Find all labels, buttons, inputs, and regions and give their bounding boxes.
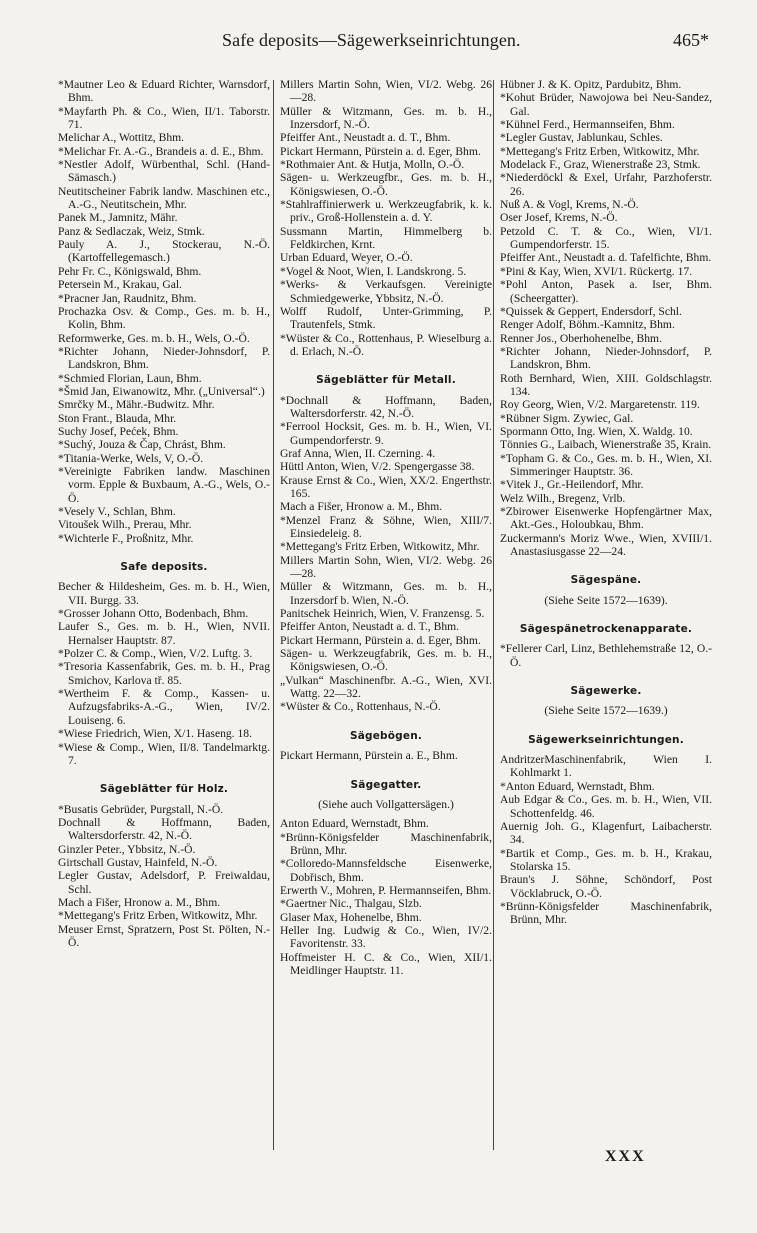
directory-entry: *Werks- & Verkaufsgen. Vereinigte Schmiedgewerke, Ybbsitz, N.-Ö. <box>280 278 492 305</box>
directory-entry: Smrčky M., Mähr.-Budwitz. Mhr. <box>58 398 215 412</box>
directory-entry: Zuckermann's Moriz Wwe., Wien, XVIII/1. Anastasiusgasse 22—24. <box>500 531 712 559</box>
directory-entry: Oser Josef, Krems, N.-Ö. <box>500 211 618 225</box>
page-title: Safe deposits—Sägewerkseinrichtungen. <box>222 30 521 50</box>
directory-entry: Neutitscheiner Fabrik landw. Maschinen etc., A.-G., Neutitschein, Mhr. <box>58 184 270 212</box>
directory-entry: Erwerth V., Mohren, P. Hermannseifen, Bhm. <box>280 883 492 897</box>
directory-entry: Melichar A., Wottitz, Bhm. <box>58 131 185 145</box>
directory-entry: *Vogel & Noot, Wien, I. Landskrong. 5. <box>280 264 467 278</box>
section-note: (Siehe auch Vollgattersägen.) <box>318 797 454 811</box>
directory-entry: *Kühnel Ferd., Hermannseifen, Bhm. <box>500 118 675 132</box>
section-note: (Siehe Seite 1572—1639). <box>544 593 668 607</box>
directory-entry: Mach a Fišer, Hronow a. M., Bhm. <box>58 895 221 909</box>
directory-entry: *Topham G. & Co., Ges. m. b. H., Wien, XI. Simmeringer Hauptstr. 36. <box>500 451 712 478</box>
directory-entry: *Wertheim F. & Comp., Kassen- u. Aufzugsfabriks-A.-G., Wien, IV/2. Louiseng. 6. <box>58 687 270 727</box>
directory-entry: Heller Ing. Ludwig & Co., Wien, IV/2. Favoritenstr. 33. <box>280 923 492 951</box>
directory-entry: *Ferrool Hocksit, Ges. m. b. H., Wien, VI. Gumpendorferstr. 9. <box>280 420 492 447</box>
column-2 <box>280 78 492 977</box>
directory-entry: Pehr Fr. C., Königswald, Bhm. <box>58 264 202 278</box>
directory-entry: Anton Eduard, Wernstadt, Bhm. <box>280 817 429 831</box>
directory-entry: *Grosser Johann Otto, Bodenbach, Bhm. <box>58 607 249 621</box>
directory-entry: *Mayfarth Ph. & Co., Wien, II/1. Taborstr. 71. <box>58 104 270 132</box>
directory-entry: Mach a Fišer, Hronow a. M., Bhm. <box>280 500 443 514</box>
directory-entry: Pickart Hermann, Pürstein a. d. Eger, Bhm. <box>280 633 481 647</box>
section-heading: Sägeblätter für Metall. <box>316 374 456 387</box>
directory-entry: Roth Bernhard, Wien, XIII. Goldschlagstr. 134. <box>500 371 712 398</box>
directory-entry: Girtschall Gustav, Hainfeld, N.-Ö. <box>58 855 218 869</box>
directory-entry: Aub Edgar & Co., Ges. m. b. H., Wien, VII. Schottenfeldg. 46. <box>500 793 712 820</box>
directory-entry: *Colloredo-Mannsfeldsche Eisenwerke, Dobřisch, Bhm. <box>280 857 492 884</box>
directory-entry: *Quissek & Geppert, Endersdorf, Schl. <box>500 304 682 318</box>
directory-entry: Modelack F., Graz, Wienerstraße 23, Stmk. <box>500 158 701 172</box>
directory-entry: *Wüster & Co., Rottenhaus, P. Wieselburg a. d. Erlach, N.-Ö. <box>280 331 492 358</box>
directory-entry: Renner Jos., Oberhohenelbe, Bhm. <box>500 331 662 345</box>
column-divider <box>273 80 274 1150</box>
directory-entry: Millers Martin Sohn, Wien, VI/2. Webg. 26—28. <box>280 78 492 105</box>
directory-entry: Reformwerke, Ges. m. b. H., Wels, O.-Ö. <box>58 331 250 345</box>
directory-entry: Pfeiffer Ant., Neustadt a. d. T., Bhm. <box>280 131 451 145</box>
directory-entry: Ginzler Peter., Ybbsitz, N.-Ö. <box>58 842 196 856</box>
directory-entry: *Fellerer Carl, Linz, Bethlehemstraße 12, O.-Ö. <box>500 642 712 669</box>
directory-entry: *Melichar Fr. A.-G., Brandeis a. d. E., Bhm. <box>58 144 264 158</box>
directory-entry: *Pohl Anton, Pasek a. Iser, Bhm. (Scheergatter). <box>500 278 712 305</box>
directory-entry: Müller & Witzmann, Ges. m. b. H., Inzersdorf b. Wien, N.-Ö. <box>280 580 492 607</box>
directory-entry: Wolff Rudolf, Unter-Grimming, P. Trautenfels, Stmk. <box>280 304 492 332</box>
directory-entry: *Rübner Sigm. Zywiec, Gal. <box>500 411 634 425</box>
directory-entry: *Vereinigte Fabriken landw. Maschinen vorm. Epple & Buxbaum, A.-G., Wels, O.-Ö. <box>58 464 270 505</box>
directory-entry: *Šmid Jan, Eiwanowitz, Mhr. („Universal“.) <box>58 384 265 398</box>
section-heading: Sägespänetrockenapparate. <box>519 623 693 636</box>
directory-entry: *Gaertner Nic., Thalgau, Slzb. <box>280 897 422 911</box>
directory-entry: Graf Anna, Wien, II. Czerning. 4. <box>280 446 436 460</box>
directory-entry: *Pini & Kay, Wien, XVI/1. Rückertg. 17. <box>500 264 693 278</box>
directory-entry: *Vesely V., Schlan, Bhm. <box>58 505 176 518</box>
directory-entry: *Brünn-Königsfelder Maschinenfabrik, Brünn, Mhr. <box>500 899 712 927</box>
directory-entry: *Nestler Adolf, Würbenthal, Schl. (Hand-Sämasch.) <box>58 158 270 185</box>
directory-entry: *Wiese Friedrich, Wien, X/1. Haseng. 18. <box>58 727 252 741</box>
directory-entry: *Niederdöckl & Exel, Urfahr, Parzhoferstr. 26. <box>500 171 712 198</box>
directory-entry: Meuser Ernst, Spratzern, Post St. Pölten, N.-Ö. <box>58 922 270 949</box>
column-1 <box>58 78 270 949</box>
section-heading: Sägewerkseinrichtungen. <box>528 733 684 746</box>
directory-entry: *Mettegang's Fritz Erben, Witkowitz, Mhr. <box>280 540 480 554</box>
section-heading: Sägeblätter für Holz. <box>99 783 229 796</box>
directory-entry: Braun's J. Söhne, Schöndorf, Post Vöcklabruck, O.-Ö. <box>500 873 712 900</box>
directory-entry: *Richter Johann, Nieder-Johnsdorf, P. Landskron, Bhm. <box>58 344 270 372</box>
directory-entry: Müller & Witzmann, Ges. m. b. H., Inzersdorf, N.-Ö. <box>280 104 492 132</box>
directory-entry: Legler Gustav, Adelsdorf, P. Freiwaldau, Schl. <box>58 869 270 896</box>
directory-entry: Krause Ernst & Co., Wien, XX/2. Engerthstr. 165. <box>280 473 492 500</box>
directory-entry: *Wiese & Comp., Wien, II/8. Tandelmarktg. 7. <box>58 740 270 767</box>
directory-entry: Pfeiffer Anton, Neustadt a. d. T., Bhm. <box>280 620 460 634</box>
directory-entry: *Polzer C. & Comp., Wien, V/2. Luftg. 3. <box>58 647 253 661</box>
section-heading: Sägespäne. <box>570 574 642 587</box>
section-heading: Sägewerke. <box>570 685 642 698</box>
directory-entry: Sägen- u. Werkzeugfbr., Ges. m. b. H., Königswiesen, O.-Ö. <box>280 171 492 198</box>
directory-entry: Dochnall & Hoffmann, Baden, Waltersdorferstr. 42, N.-Ö. <box>58 815 270 843</box>
directory-entry: Millers Martin Sohn, Wien, VI/2. Webg. 26—28. <box>280 553 492 581</box>
directory-entry: Hoffmeister H. C. & Co., Wien, XII/1. Meidlinger Hauptstr. 11. <box>280 950 492 977</box>
directory-entry: Ston Frant., Blauda, Mhr. <box>58 411 177 425</box>
directory-entry: Vitoušek Wilh., Prerau, Mhr. <box>58 518 192 532</box>
directory-entry: *Richter Johann, Nieder-Johnsdorf, P. Landskron, Bhm. <box>500 344 712 372</box>
page-number: 465* <box>673 30 709 50</box>
directory-entry: Laufer S., Ges. m. b. H., Wien, NVII. Hernalser Hauptstr. 87. <box>58 620 270 647</box>
section-heading: Safe deposits. <box>120 561 208 574</box>
directory-entry: *Legler Gustav, Jablunkau, Schles. <box>500 131 663 145</box>
directory-entry: Roy Georg, Wien, V/2. Margaretenstr. 119. <box>500 398 700 412</box>
directory-entry: Welz Wilh., Bregenz, Vrlb. <box>500 491 626 505</box>
page-header <box>0 30 757 54</box>
directory-entry: Panz & Sedlaczak, Weiz, Stmk. <box>58 224 205 238</box>
directory-entry: *Vitek J., Gr.-Heilendorf, Mhr. <box>500 478 644 492</box>
directory-entry: Hüttl Anton, Wien, V/2. Spengergasse 38. <box>280 460 475 474</box>
directory-entry: Sägen- u. Werkzeugfabrik, Ges. m. b. H., Königswiesen, O.-Ö. <box>280 647 492 674</box>
directory-entry: Prochazka Osv. & Comp., Ges. m. b. H., Kolin, Bhm. <box>58 304 270 332</box>
directory-entry: *Kohut Brüder, Nawojowa bei Neu-Sandez, Gal. <box>500 91 712 118</box>
directory-entry: Hübner J. & K. Opitz, Pardubitz, Bhm. <box>500 78 682 91</box>
section-heading: Sägebögen. <box>349 729 423 742</box>
section-note: (Siehe Seite 1572—1639.) <box>544 704 668 718</box>
directory-entry: Becher & Hildesheim, Ges. m. b. H., Wien, VII. Burgg. 33. <box>58 580 270 607</box>
directory-entry: *Schmied Florian, Laun, Bhm. <box>58 371 202 385</box>
directory-entry: *Wichterle F., Proßnitz, Mhr. <box>58 531 194 545</box>
directory-entry: Petzold C. T. & Co., Wien, VI/1. Gumpendorferstr. 15. <box>500 224 712 252</box>
directory-entry: Glaser Max, Hohenelbe, Bhm. <box>280 910 422 924</box>
directory-entry: Auernig Joh. G., Klagenfurt, Laibacherstr. 34. <box>500 819 712 847</box>
directory-entry: Pickart Hermann, Pürstein a. E., Bhm. <box>280 749 458 763</box>
directory-entry: *Brünn-Königsfelder Maschinenfabrik, Brünn, Mhr. <box>280 830 492 857</box>
directory-entry: Panitschek Heinrich, Wien, V. Franzensg. 5. <box>280 607 485 621</box>
directory-entry: Suchy Josef, Pećek, Bhm. <box>58 424 179 438</box>
signature-mark: XXX <box>605 1148 646 1165</box>
directory-entry: *Stahlraffinierwerk u. Werkzeugfabrik, k. k. priv., Groß-Hollenstein a. d. Y. <box>280 198 492 225</box>
directory-entry: *Mettegang's Fritz Erben, Witkowitz, Mhr. <box>58 909 258 923</box>
directory-entry: *Dochnall & Hoffmann, Baden, Waltersdorferstr. 42, N.-Ö. <box>280 393 492 420</box>
directory-entry: *Pracner Jan, Raudnitz, Bhm. <box>58 291 197 305</box>
directory-entry: *Zbirower Eisenwerke Hopfengärtner Max, Akt.-Ges., Holoubkau, Bhm. <box>500 505 712 532</box>
directory-entry: Panek M., Jamnitz, Mähr. <box>58 211 178 225</box>
directory-entry: AndritzerMaschinenfabrik, Wien I. Kohlmarkt 1. <box>500 753 712 780</box>
column-divider <box>493 80 494 1150</box>
directory-entry: *Wüster & Co., Rottenhaus, N.-Ö. <box>280 700 441 714</box>
directory-entry: *Menzel Franz & Söhne, Wien, XIII/7. Einsiedeleig. 8. <box>280 513 492 540</box>
directory-entry: Pickart Hermann, Pürstein a. d. Eger, Bhm. <box>280 144 481 158</box>
directory-entry: Spormann Otto, Ing. Wien, X. Waldg. 10. <box>500 424 693 438</box>
directory-entry: „Vulkan“ Maschinenfbr. A.-G., Wien, XVI. Wattg. 22—32. <box>280 673 492 701</box>
directory-entry: *Anton Eduard, Wernstadt, Bhm. <box>500 779 655 793</box>
column-3 <box>500 78 712 927</box>
directory-entry: Sussmann Martin, Himmelberg b. Feldkirchen, Krnt. <box>280 224 492 252</box>
directory-entry: *Mautner Leo & Eduard Richter, Warnsdorf, Bhm. <box>58 78 270 105</box>
directory-entry: *Bartik et Comp., Ges. m. b. H., Krakau, Stolarska 15. <box>500 846 712 873</box>
directory-entry: *Titania-Werke, Wels, V, O.-Ö. <box>58 451 204 465</box>
section-heading: Sägegatter. <box>350 778 422 791</box>
directory-entry: *Rothmaier Ant. & Hutja, Molln, O.-Ö. <box>280 158 465 172</box>
directory-entry: Renger Adolf, Böhm.-Kamnitz, Bhm. <box>500 318 675 332</box>
directory-entry: *Busatis Gebrüder, Purgstall, N.-Ö. <box>58 802 224 816</box>
directory-entry: *Tresoria Kassenfabrik, Ges. m. b. H., Prag Smichov, Karlova tř. 85. <box>58 660 270 687</box>
directory-entry: *Mettegang's Fritz Erben, Witkowitz, Mhr. <box>500 144 700 158</box>
directory-entry: *Suchý, Jouza & Čap, Chrást, Bhm. <box>58 438 226 452</box>
directory-entry: Pfeiffer Ant., Neustadt a. d. Tafelfichte, Bhm. <box>500 251 712 265</box>
directory-entry: Petersein M., Krakau, Gal. <box>58 278 182 292</box>
directory-entry: Pauly A. J., Stockerau, N.-Ö. (Kartoffellegemasch.) <box>58 238 270 265</box>
directory-entry: Tönnies G., Laibach, Wienerstraße 35, Krain. <box>500 438 712 452</box>
directory-entry: Nuß A. & Vogl, Krems, N.-Ö. <box>500 198 639 212</box>
directory-entry: Urban Eduard, Weyer, O.-Ö. <box>280 251 413 265</box>
